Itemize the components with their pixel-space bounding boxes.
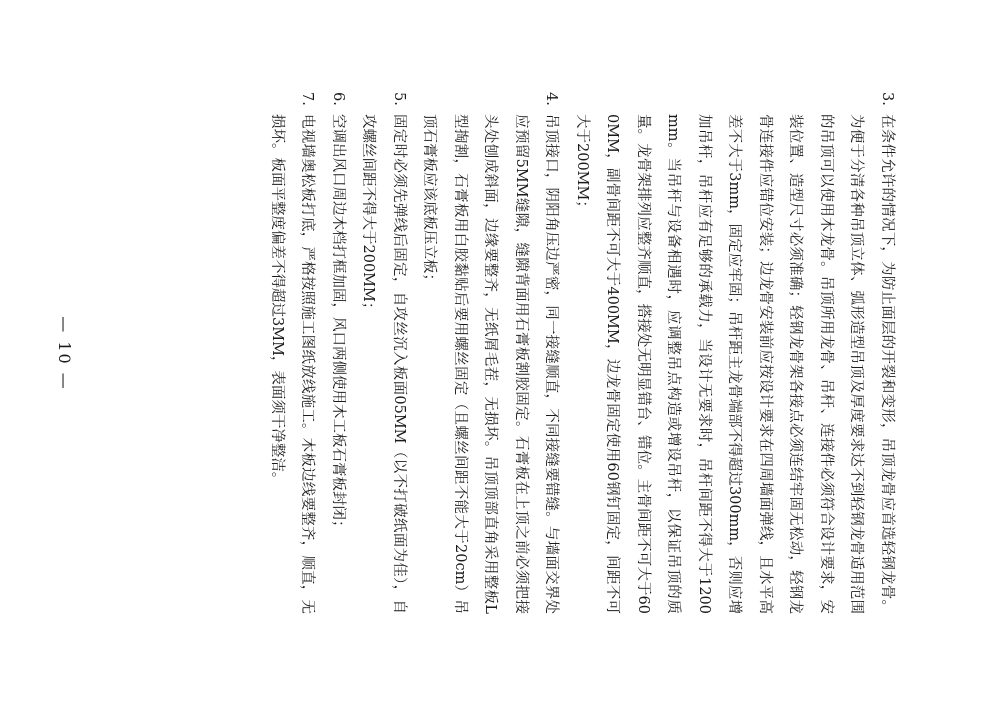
list-item-text: 空调出风口周边木档打框加固，风口两侧使用木工板石膏板封闭； (330, 114, 346, 535)
list-item-text: 在条件允许的情况下，为防止面层的开裂和变形，吊顶龙骨应首选轻钢龙骨。为便于分清各种吊顶立体、弧形造型吊顶及厚度要求达不到轻钢龙骨适用范围的吊顶可以使用木龙骨。吊顶所用龙骨、吊杆、连接件必须符合设计要求，安装位置、造型尺寸必须准确；轻钢龙骨架各接点必须连结牢固无松动，轻钢龙骨连接件应错位安装；边龙骨安装前应按设计要求在四周墙面弹线，且水平高差不大于3mm，固定应牢固；吊杆距主龙骨端部不得超过300mm，否则应增加吊杆，吊杆应有足够的承载力，当设计无要求时，吊杆间距不得大于1200mm。当吊杆与设备相遇时，应调整吊点构造或增设吊杆，以保证吊顶的质量。龙骨架排列应整齐顺直，搭接处无明显错台、错位。主骨间距不可大于600MM，副骨间距不可大于400MM，边龙骨固定使用60钢钉固定，间距不可大于200MM； (574, 114, 895, 614)
list-item-6 (323, 92, 354, 614)
list-item-4 (414, 92, 567, 614)
list-item-3 (567, 92, 903, 614)
page-number: — 10 — (55, 316, 74, 391)
list-item-5 (353, 92, 414, 614)
list-item-number: 7. (299, 92, 316, 106)
document-body (262, 92, 903, 614)
list-item-text: 吊顶接口，阴阳角压边严密，同一接缝顺直，不同接缝要错缝。与墙面交界处应预留5MM缝隙，缝隙背面用石膏板割胶固定。石膏板在上顶之前必须把接头处刨成斜面，边缘要整齐，无纸屑毛茬，无损坏。吊顶顶部直角采用整板L型掏割，石膏板用白胶黏贴后要用螺丝固定（且螺丝间距不能大于20cm）吊顶石膏板应该底板压立板； (421, 114, 560, 614)
list-item-text: 固定时必须先弹线后固定，自攻丝沉入板面05MM（以不打破纸面为佳），自攻螺丝间距不得大于200MM； (360, 114, 407, 614)
list-item-number: 3. (879, 92, 895, 106)
list-item-text: 电视墙奥松板打底，严格按照施工图纸放线施工。木板边线要整齐，顺直，无损坏。板面平整度偏差不得超过3MM，表面须干净整洁。 (269, 114, 316, 614)
list-item-7 (262, 92, 323, 614)
list-item-number: 5. (391, 92, 407, 106)
list-item-number: 4. (543, 92, 560, 106)
list-item-number: 6. (330, 92, 346, 106)
